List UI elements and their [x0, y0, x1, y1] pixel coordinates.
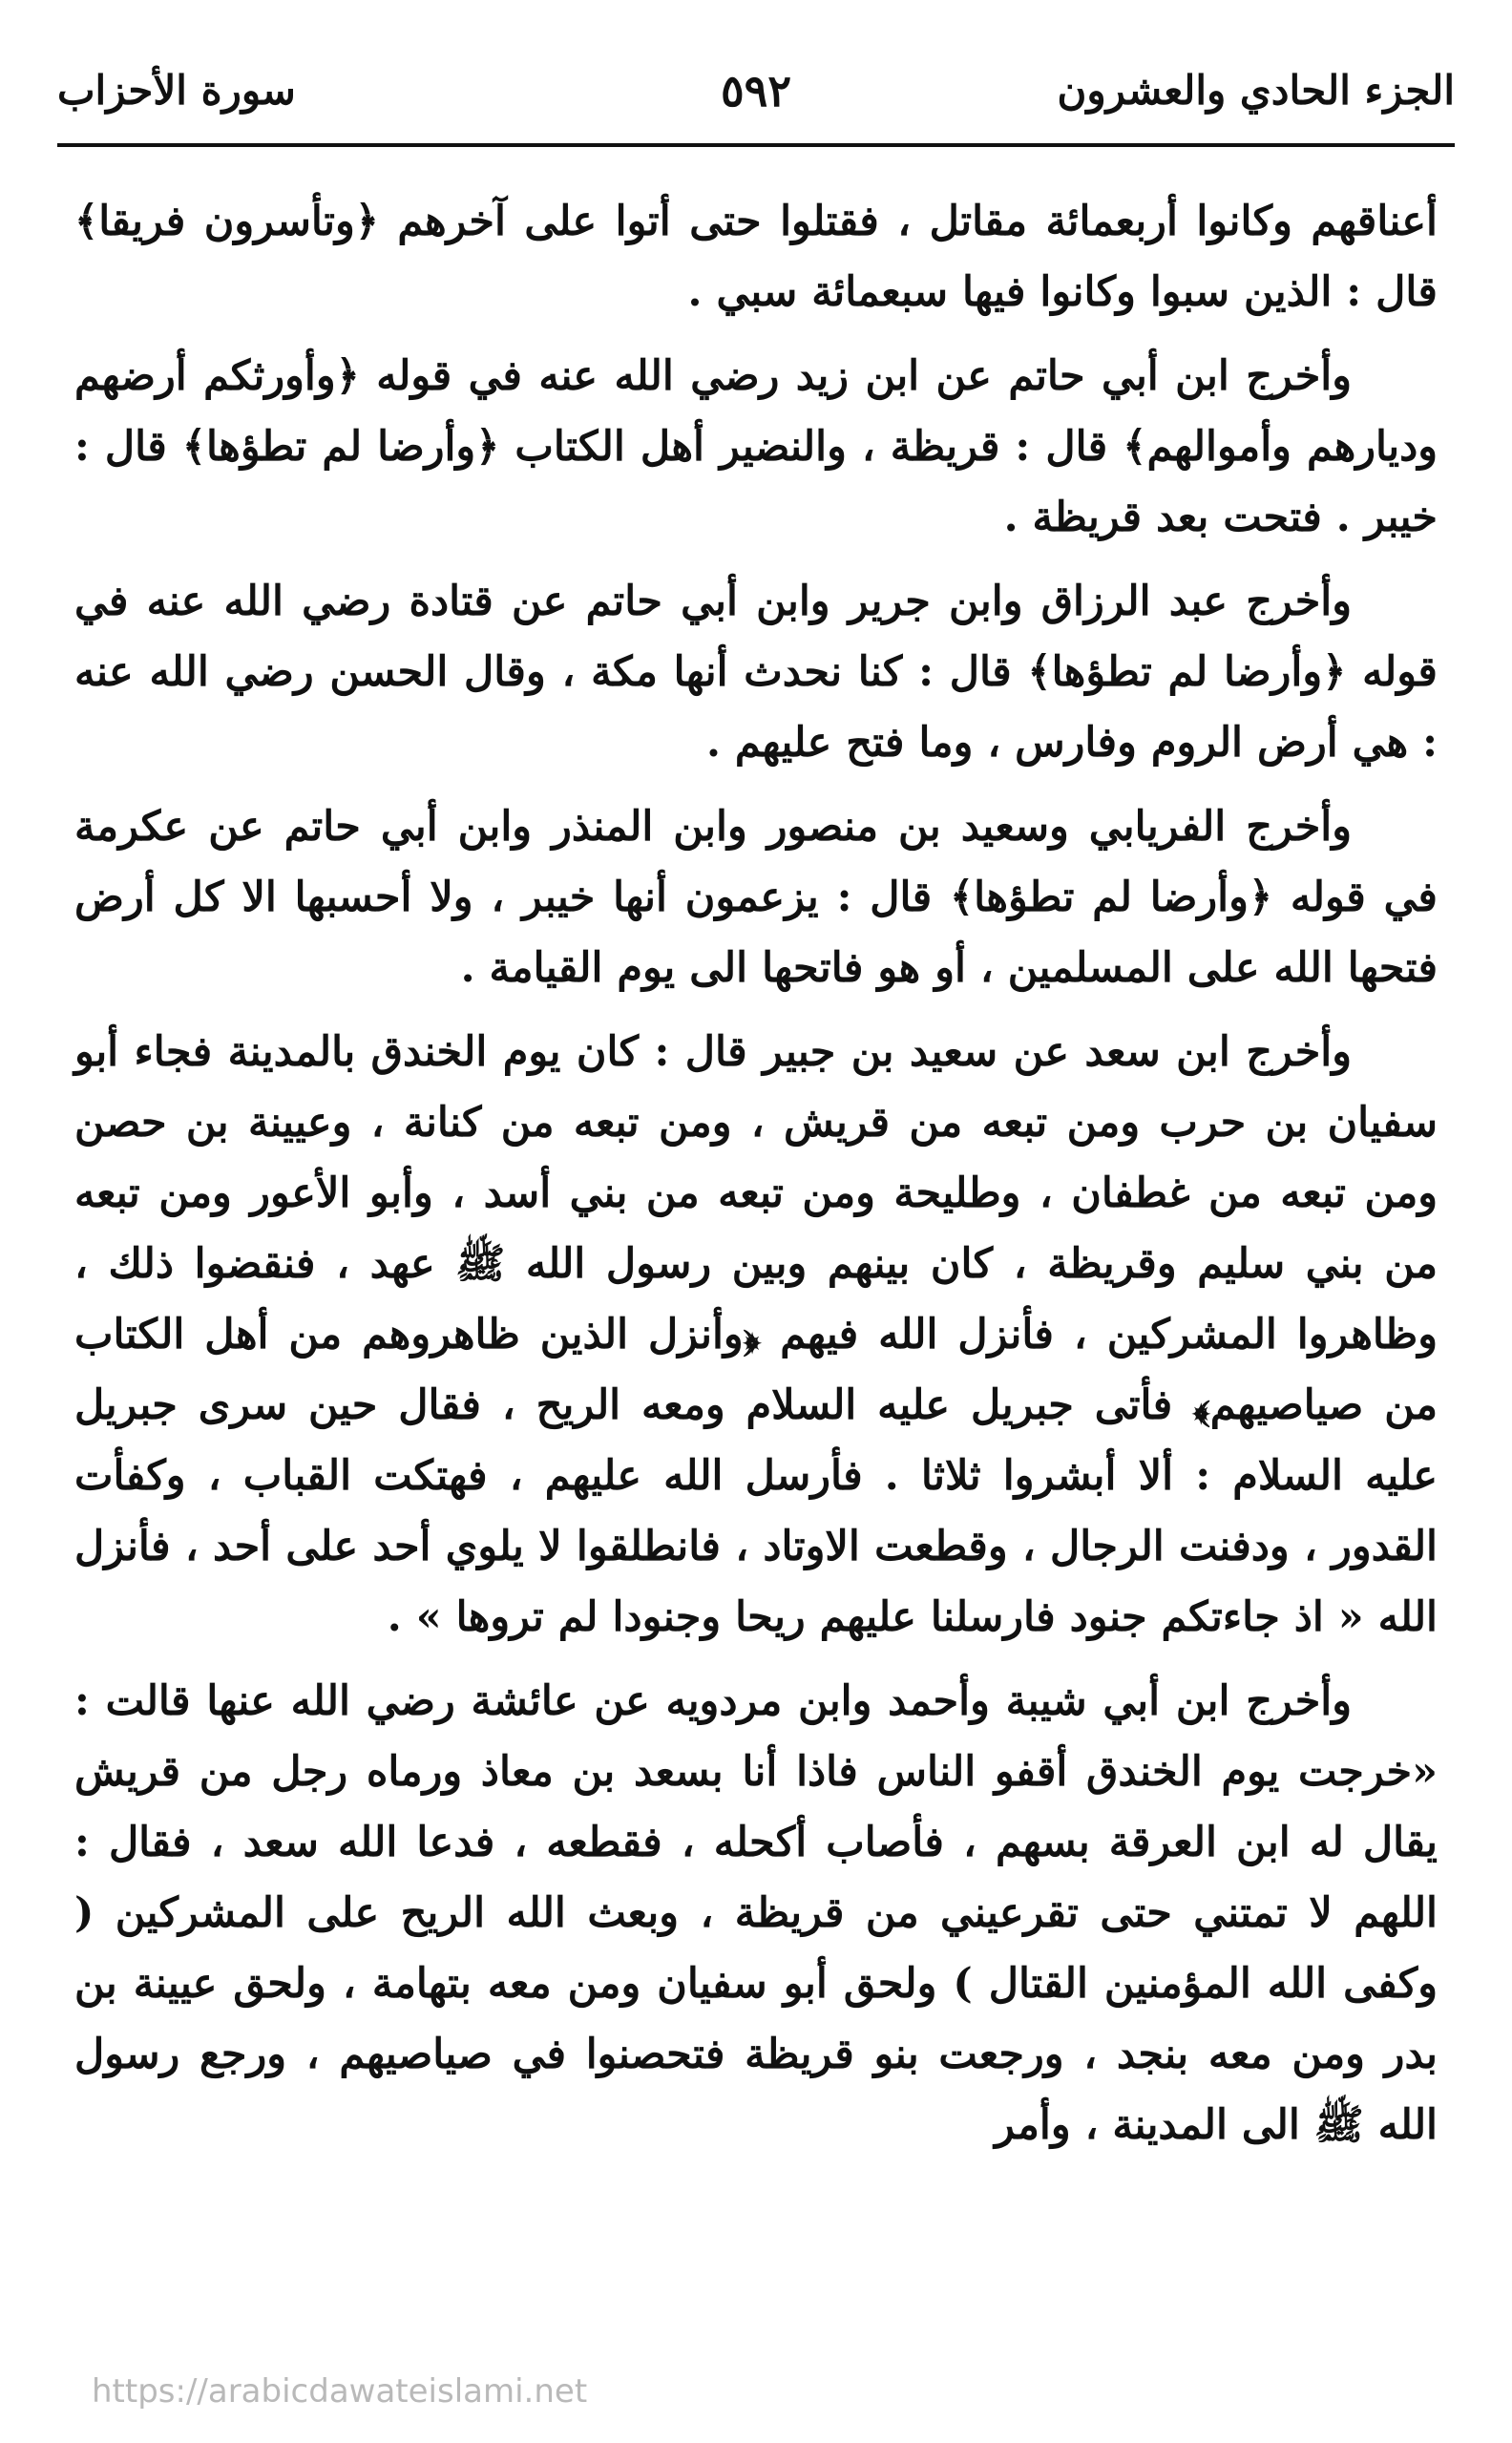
paragraph-3: وأخرج عبد الرزاق وابن جرير وابن أبي حاتم عن قتادة رضي الله عنه في قوله ﴿وأرضا لم تطؤها﴾ قال : كنا نحدث أنها مكة ، وقال الحسن رضي الله عنه : هي أرض الروم وفارس ، وما فتح عليهم .: [74, 578, 1438, 767]
page-number: ٥٩٢: [720, 65, 792, 116]
surah-title: سورة الأحزاب: [57, 67, 296, 114]
paragraph-2: وأخرج ابن أبي حاتم عن ابن زيد رضي الله عنه في قوله ﴿وأورثكم أرضهم وديارهم وأموالهم﴾ قال : قريظة ، والنضير أهل الكتاب ﴿وأرضا لم تطؤها﴾ قال : خيبر . فتحت بعد قريظة .: [74, 352, 1438, 541]
paragraph-4: وأخرج الفريابي وسعيد بن منصور وابن المنذر وابن أبي حاتم عن عكرمة في قوله ﴿وأرضا لم تطؤها﴾ قال : يزعمون أنها خيبر ، ولا أحسبها الا كل أرض فتحها الله على المسلمين ، أو هو فاتحها الى يوم القيامة .: [74, 803, 1438, 992]
page-body: [74, 186, 1438, 2174]
paragraph-1: أعناقهم وكانوا أربعمائة مقاتل ، فقتلوا حتى أتوا على آخرهم ﴿وتأسرون فريقا﴾ قال : الذين سبوا وكانوا فيها سبعمائة سبي .: [74, 198, 1438, 316]
paragraph-5: وأخرج ابن سعد عن سعيد بن جبير قال : كان يوم الخندق بالمدينة فجاء أبو سفيان بن حرب ومن تبعه من قريش ، ومن تبعه من كنانة ، وعيينة بن حصن ومن تبعه من غطفان ، وطليحة ومن تبعه من بني أسد ، وأبو الأعور ومن تبعه من بني سليم وقريظة ، كان بينهم وبين رسول الله ﷺ عهد ، فنقضوا ذلك ، وظاهروا المشركين ، فأنزل الله فيهم ﴿وأنزل الذين ظاهروهم من أهل الكتاب من صياصيهم﴾ فأتى جبريل عليه السلام ومعه الريح ، فقال حين سرى جبريل عليه السلام : ألا أبشروا ثلاثا . فأرسل الله عليهم ، فهتكت القباب ، وكفأت القدور ، ودفنت الرجال ، وقطعت الاوتاد ، فانطلقوا لا يلوي أحد على أحد ، فأنزل الله « اذ جاءتكم جنود فارسلنا عليهم ريحا وجنودا لم تروها » .: [74, 1028, 1438, 1641]
header-divider: [57, 143, 1455, 147]
page-header: [57, 57, 1455, 143]
paragraph-6: وأخرج ابن أبي شيبة وأحمد وابن مردويه عن عائشة رضي الله عنها قالت : «خرجت يوم الخندق أقفو الناس فاذا أنا بسعد بن معاذ ورماه رجل من قريش يقال له ابن العرقة بسهم ، فأصاب أكحله ، فقطعه ، فدعا الله سعد ، فقال : اللهم لا تمتني حتى تقرعيني من قريظة ، وبعث الله الريح على المشركين ( وكفى الله المؤمنين القتال ) ولحق أبو سفيان ومن معه بتهامة ، ولحق عيينة بن بدر ومن معه بنجد ، ورجعت بنو قريظة فتحصنوا في صياصيهم ، ورجع رسول الله ﷺ الى المدينة ، وأمر: [74, 1677, 1438, 2149]
juz-title: الجزء الحادي والعشرون: [1057, 67, 1455, 114]
watermark-url: https://arabicdawateislami.net: [92, 2372, 588, 2411]
